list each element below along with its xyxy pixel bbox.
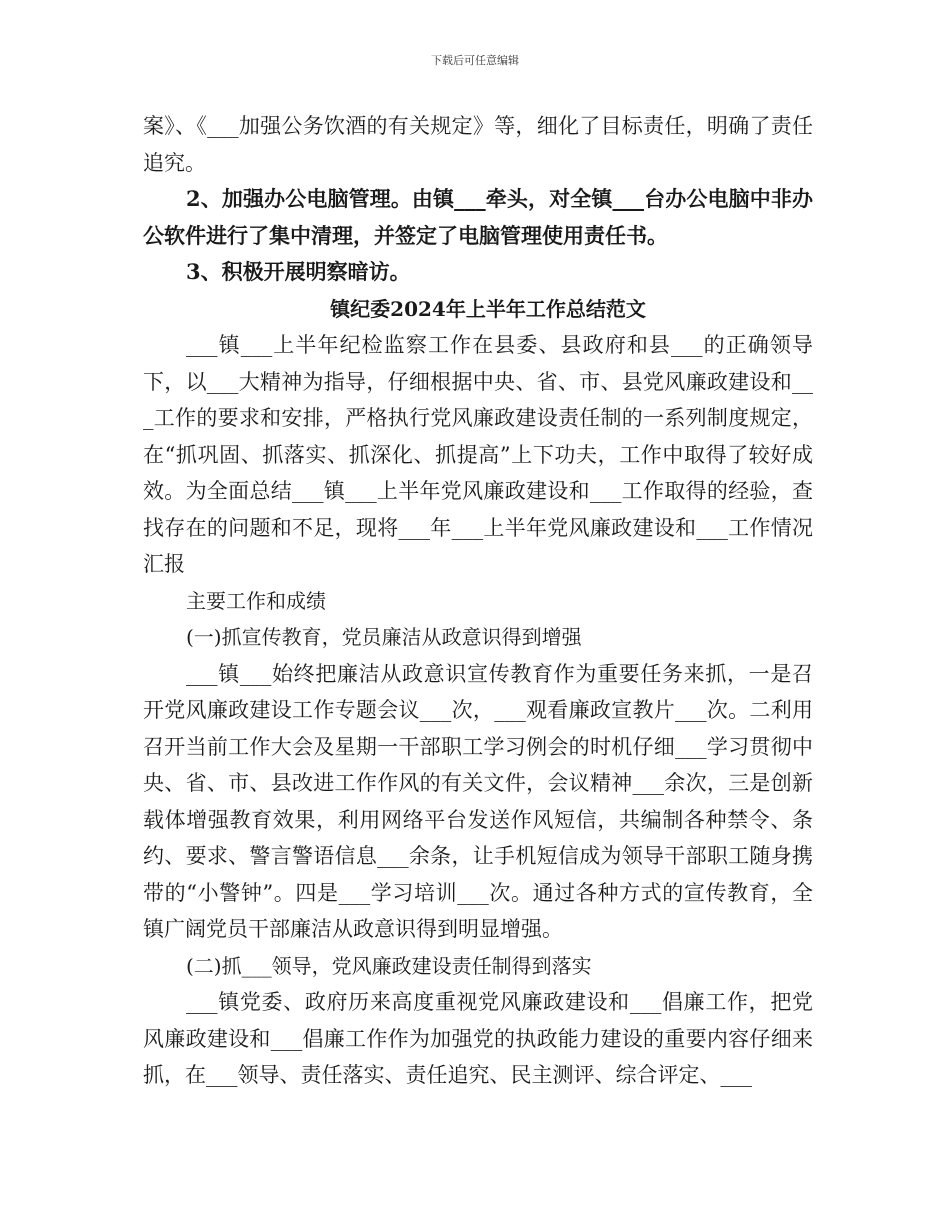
paragraph-5: ___镇___始终把廉洁从政意识宣传教育作为重要任务来抓，一是召开党风廉政建设工作专题会议___次，___观看廉政宣教片___次。二利用召开当前工作大会及星期一干部职工学习例会的时机仔细___学习贯彻中央、省、市、县改进工作作风的有关文件，会议精神___余次，三是创新载体增强教育效果，利用网络平台发送作风短信，共编制各种禁令、条约、要求、警言警语信息___余条，让手机短信成为领导干部职工随身携带的“小警钟”。四是___学习培训___次。通过各种方式的宣传教育，全镇广阔党员干部廉洁从政意识得到明显增强。 [143,661,813,941]
paragraph-1: 案》、《___加强公务饮酒的有关规定》等，细化了目标责任，明确了责任追究。 [143,114,813,175]
document-title: 镇纪委2024年上半年工作总结范文 [330,296,646,321]
paragraph-6: ___镇党委、政府历来高度重视党风廉政建设和___倡廉工作，把党风廉政建设和___倡廉工作作为加强党的执政能力建设的重要内容仔细来抓，在___领导、责任落实、责任追究、民主测评、综合评定、___ [143,990,813,1087]
page-header: 下载后可任意编辑 [431,54,519,67]
section-heading-2: (二)抓___领导，党风廉政建设责任制得到落实 [186,953,592,978]
paragraph-2: 2、加强办公电脑管理。由镇___牵头，对全镇___台办公电脑中非办公软件进行了集中清理，并签定了电脑管理使用责任书。 [143,186,813,248]
document-body [143,108,813,1094]
paragraph-3: 3、积极开展明察暗访。 [186,259,411,284]
section-heading-1: (一)抓宣传教育，党员廉洁从政意识得到增强 [186,625,582,649]
paragraph-4: ___镇___上半年纪检监察工作在县委、县政府和县___的正确领导下，以___大精神为指导，仔细根据中央、省、市、县党风廉政建设和___工作的要求和安排，严格执行党风廉政建设责任制的一系列制度规定，在“抓巩固、抓落实、抓深化、抓提高”上下功夫，工作中取得了较好成效。为全面总结___镇___上半年党风廉政建设和___工作取得的经验，查找存在的问题和不足，现将___年___上半年党风廉政建设和___工作情况汇报 [143,333,813,576]
section-heading-main: 主要工作和成绩 [186,588,326,613]
